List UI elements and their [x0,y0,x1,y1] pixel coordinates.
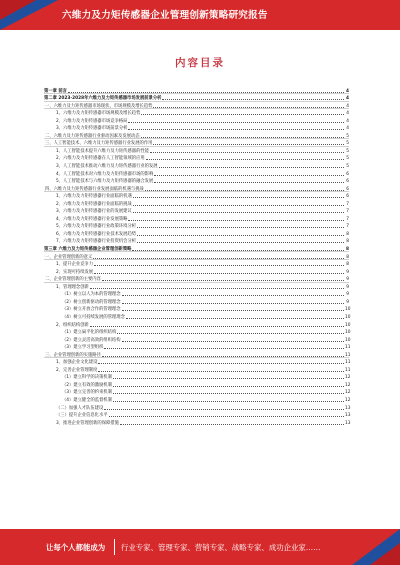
toc-entry[interactable] [44,365,349,373]
toc-entry-page: 12 [345,397,351,403]
toc-entry-text: 2、完善企业管理制度 [56,367,98,373]
toc-entry-text: 2、实现可持续发展 [56,269,94,275]
toc-entry-text: （二）加强人才队伍建设 [56,405,104,411]
toc-entry-text: 1、管理理念创新 [56,284,89,290]
toc-entry-page: 11 [345,367,351,373]
toc-entry[interactable] [44,146,349,154]
toc-entry[interactable] [44,373,349,381]
toc-entry-text: （3）建立学习型组织 [62,345,104,351]
toc-entry-page: 5 [346,164,349,170]
toc-entry[interactable] [44,109,349,117]
toc-entry-text: （1）建立扁平化的组织结构 [62,330,117,336]
toc-dot-leader [137,231,344,236]
toc-entry-page: 10 [345,337,351,343]
toc-entry-text: 1、提升企业竞争力 [56,262,94,268]
footer-slogan: 让每个人都能成为 [46,543,106,552]
toc-entry-text: 3、人工智能技术推动六维力及力矩传感器行业的发展 [56,164,158,170]
toc-entry-page: 6 [346,171,349,177]
toc-dot-leader [94,269,344,274]
toc-entry-text: 3、推进企业管理创新的保障措施 [56,420,119,426]
toc-entry-text: 1、六维力及力矩传感器行业面临的机遇 [56,194,132,200]
header-red-triangle [0,0,36,20]
toc-dot-leader [159,163,344,168]
toc-entry[interactable] [44,358,349,366]
toc-entry[interactable] [44,177,349,185]
toc-entry[interactable] [44,380,349,388]
toc-dot-leader [120,420,344,425]
toc-entry-text: 6、六维力及力矩传感器行业技术发展趋势 [56,231,137,237]
toc-entry-text: （3）树立开放合作的管理理念 [62,307,121,313]
toc-entry-page: 7 [346,209,349,215]
toc-entry[interactable] [44,244,349,252]
toc-entry-page: 4 [346,118,349,124]
toc-entry-page: 9 [346,269,349,275]
toc-entry-page: 12 [345,375,351,381]
toc-entry[interactable] [44,237,349,245]
toc-dot-leader [128,118,344,123]
toc-dot-leader [153,103,344,108]
toc-entry-text: （2）建立有效的激励机制 [62,382,112,388]
toc-entry-text: 第二章 2023-2028年六维力及力矩传感器市场发展前景分析 [44,96,162,102]
footer-red-triangle [370,543,400,565]
toc-entry-page: 9 [346,284,349,290]
toc-entry-page: 13 [345,405,351,411]
toc-entry[interactable] [44,229,349,237]
toc-dot-leader [113,382,344,387]
toc-entry-page: 6 [346,179,349,185]
toc-entry-page: 4 [346,96,349,102]
toc-entry-text: 二、企业管理创新的主要内容 [45,277,101,283]
toc-dot-leader [113,397,344,402]
toc-entry-page: 4 [346,111,349,117]
toc-dot-leader [146,155,344,160]
toc-entry[interactable] [44,350,349,358]
toc-dot-leader [109,412,344,417]
toc-entry[interactable] [44,335,349,343]
toc-entry[interactable] [44,328,349,336]
toc-dot-leader [94,261,344,266]
toc-dot-leader [133,193,344,198]
toc-entry[interactable] [44,86,349,94]
toc-dot-leader [126,314,344,319]
toc-entry-page: 10 [345,322,351,328]
toc-entry-page: 12 [345,382,351,388]
toc-entry-text: 7、六维力及力矩传感器行业投资机会分析 [56,239,137,245]
toc-entry[interactable] [44,252,349,260]
toc-entry-page: 10 [345,314,351,320]
toc-entry-text: 1、加强企业文化建设 [56,360,98,366]
toc-dot-leader [98,359,344,364]
toc-entry-text: 三、企业管理创新的实施路径 [45,352,101,358]
toc-dot-leader [154,178,344,183]
toc-entry[interactable] [44,403,349,411]
toc-entry-text: 四、六维力及力矩传感器行业发展面临的机遇与挑战 [45,186,144,192]
toc-entry-page: 5 [346,156,349,162]
toc-dot-leader [104,344,344,349]
toc-entry-text: 第三章 六维力及力矩传感器企业管理创新策略 [44,247,132,253]
toc-entry-page: 7 [346,216,349,222]
footer-band [0,529,400,565]
toc-list [44,86,349,426]
toc-entry[interactable] [44,222,349,230]
toc-entry-page: 5 [346,141,349,147]
toc-entry-page: 4 [346,103,349,109]
toc-entry-text: （三）提升企业信息化水平 [56,413,108,419]
toc-entry[interactable] [44,395,349,403]
toc-entry-page: 6 [346,186,349,192]
toc-entry[interactable] [44,275,349,283]
toc-entry-text: 2、组织结构创新 [56,322,89,328]
toc-dot-leader [145,186,344,191]
toc-entry[interactable] [44,169,349,177]
toc-entry-page: 4 [346,126,349,132]
toc-dot-leader [154,171,344,176]
toc-entry[interactable] [44,124,349,132]
toc-entry[interactable] [44,192,349,200]
toc-entry-text: 2、六维力及力矩传感器行业面临的挑战 [56,201,132,207]
toc-entry-page: 9 [346,277,349,283]
toc-entry[interactable] [44,343,349,351]
toc-entry-text: （1）建立科学的决策机制 [62,375,112,381]
toc-dot-leader [93,254,344,259]
toc-dot-leader [150,148,344,153]
toc-entry-text: （1）树立以人为本的管理理念 [62,292,121,298]
toc-dot-leader [104,405,344,410]
toc-entry[interactable] [44,207,349,215]
toc-entry-text: 3、六维力及力矩传感器市场前景分析 [56,126,128,132]
toc-dot-leader [137,223,344,228]
toc-entry-page: 10 [345,307,351,313]
toc-entry-text: （3）建立完善的约束机制 [62,390,112,396]
toc-entry-text: （4）建立健全的监督机制 [62,397,112,403]
toc-entry-text: 4、六维力及力矩传感器行业发展策略 [56,216,128,222]
toc-dot-leader [137,238,344,243]
toc-entry[interactable] [44,260,349,268]
toc-dot-leader [128,216,344,221]
toc-entry[interactable] [44,290,349,298]
toc-entry-page: 7 [346,224,349,230]
toc-entry-text: 1、六维力及力矩传感器市场规模及增长趋势 [56,111,141,117]
footer-divider [114,539,115,555]
toc-entry-text: 4、人工智能技术对六维力及力矩传感器市场的影响 [56,171,154,177]
toc-entry-text: 一、企业管理创新的意义 [45,254,93,260]
toc-entry-page: 5 [346,148,349,154]
toc-entry[interactable] [44,267,349,275]
toc-entry[interactable] [44,312,349,320]
toc-dot-leader [122,306,344,311]
toc-entry[interactable] [44,101,349,109]
toc-entry-page: 4 [346,88,349,94]
toc-dot-leader [122,337,344,342]
toc-entry[interactable] [44,214,349,222]
toc-entry[interactable] [44,154,349,162]
toc-dot-leader [153,140,344,145]
toc-entry-text: （2）树立创新驱动的管理理念 [62,299,121,305]
toc-entry-page: 11 [345,352,351,358]
toc-dot-leader [122,291,344,296]
toc-entry-text: 2、六维力及力矩传感器在人工智能领域的应用 [56,156,145,162]
toc-entry[interactable] [44,161,349,169]
toc-dot-leader [90,284,344,289]
toc-entry-page: 6 [346,194,349,200]
toc-dot-leader [113,389,344,394]
toc-entry-text: 2、六维力及力矩传感器市场竞争格局 [56,118,128,124]
toc-entry[interactable] [44,418,349,426]
toc-entry-page: 11 [345,345,351,351]
toc-entry[interactable] [44,282,349,290]
toc-entry-text: （4）树立可持续发展的管理理念 [62,314,125,320]
toc-entry[interactable] [44,131,349,139]
toc-dot-leader [128,125,344,130]
toc-dot-leader [122,299,344,304]
toc-entry-text: 一、六维力及力矩传感器市场现状、市场规模及增长趋势 [45,103,153,109]
toc-dot-leader [90,322,344,327]
report-title: 六维力及力矩传感器企业管理创新策略研究报告 [62,10,268,21]
toc-entry[interactable] [44,305,349,313]
toc-entry[interactable] [44,199,349,207]
toc-dot-leader [102,352,344,357]
toc-entry-page: 7 [346,201,349,207]
toc-entry-page: 12 [345,390,351,396]
toc-dot-leader [132,246,344,251]
toc-dot-leader [133,201,344,206]
toc-entry-text: （2）建立灵活高效的组织结构 [62,337,121,343]
toc-dot-leader [113,374,344,379]
toc-dot-leader [162,95,344,100]
toc-dot-leader [98,367,344,372]
toc-dot-leader [133,208,344,213]
toc-entry-page: 13 [345,413,351,419]
toc-entry-page: 11 [345,360,351,366]
toc-heading: 内容目录 [175,57,225,69]
toc-entry[interactable] [44,94,349,102]
toc-entry-page: 8 [346,239,349,245]
toc-entry-page: 9 [346,292,349,298]
toc-entry-page: 8 [346,254,349,260]
toc-entry[interactable] [44,139,349,147]
toc-entry-text: 1、人工智能技术提升六维力及力矩传感器的性能 [56,148,149,154]
toc-entry-page: 5 [346,133,349,139]
toc-entry[interactable] [44,411,349,419]
toc-dot-leader [141,133,344,138]
toc-entry-page: 8 [346,262,349,268]
toc-dot-leader [68,88,344,93]
toc-entry-text: 5、人工智能技术与六维力及力矩传感器的融合发展 [56,179,154,185]
toc-entry-page: 8 [346,247,349,253]
toc-entry[interactable] [44,388,349,396]
toc-entry-text: 3、六维力及力矩传感器行业的发展建议 [56,209,132,215]
toc-entry[interactable] [44,116,349,124]
toc-entry-text: 三、人工智能技术、六维力及力矩传感器行业发展的作用 [45,141,153,147]
toc-entry-page: 10 [345,330,351,336]
toc-entry-page: 13 [345,420,351,426]
toc-entry-page: 8 [346,231,349,237]
toc-entry[interactable] [44,184,349,192]
toc-dot-leader [102,276,344,281]
footer-tagline: 行业专家、管理专家、营销专家、战略专家、成功企业家…… [121,543,321,552]
header-band [0,0,400,30]
toc-entry-text: 5、六维力及力矩传感器行业政策环境分析 [56,224,137,230]
toc-entry-text: 第一章 前言 [44,88,67,94]
toc-dot-leader [117,329,344,334]
toc-entry-page: 9 [346,299,349,305]
toc-dot-leader [141,110,344,115]
toc-entry[interactable] [44,297,349,305]
toc-entry-text: 二、六维力及力矩传感器行业驱动因素及发展动态 [45,133,140,139]
toc-entry[interactable] [44,320,349,328]
